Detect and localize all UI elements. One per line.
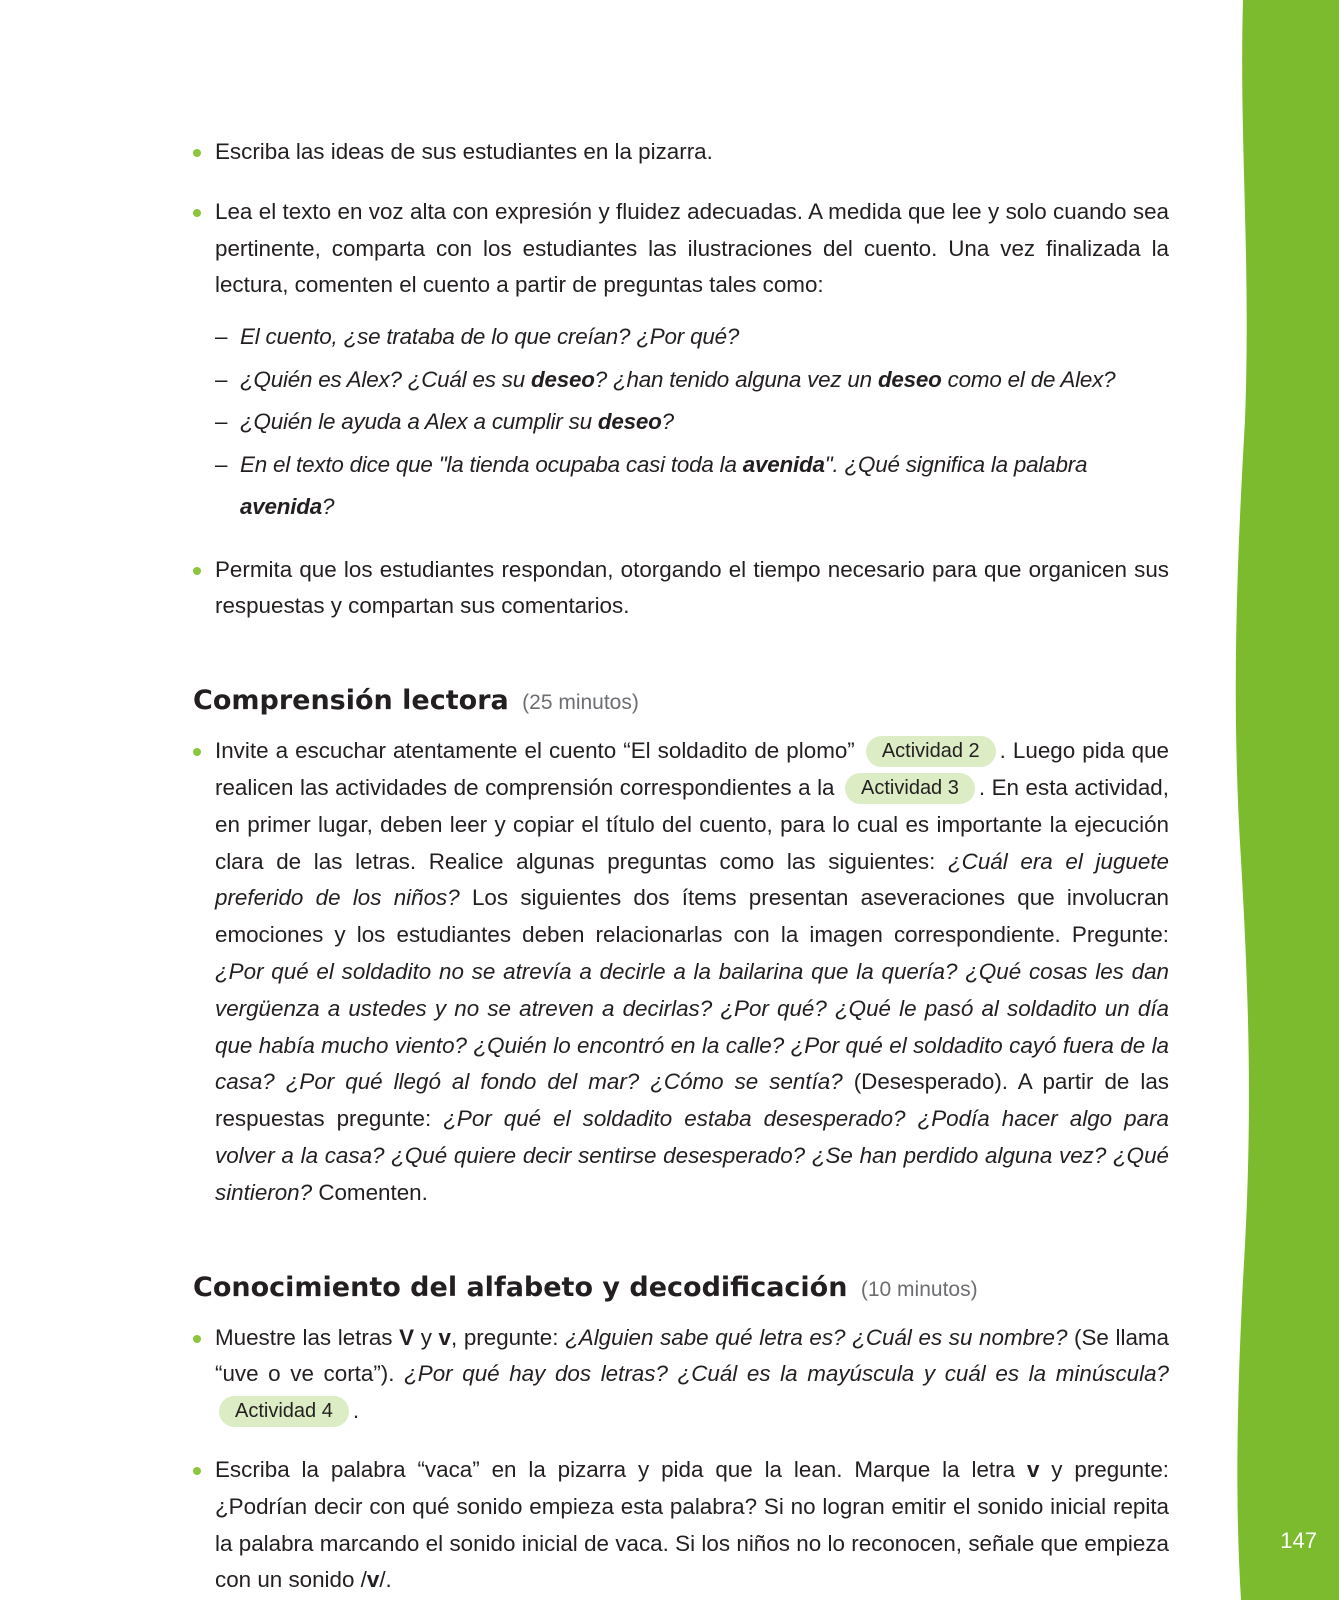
italic-question: ¿Cuál era el juguete preferido de los niños?	[215, 848, 1169, 911]
letter-lowercase-v: v	[366, 1567, 380, 1593]
section-title: Comprensión lectora	[193, 685, 509, 717]
page-edge-band	[1229, 0, 1339, 1600]
bullet-item	[193, 552, 1169, 626]
section-heading-comprension	[193, 681, 1169, 723]
question-text: ? ¿han tenido alguna vez un	[594, 366, 878, 392]
question-text: ". ¿Qué significa la palabra	[824, 451, 1088, 477]
bullet-dot-icon	[193, 1467, 201, 1475]
keyword-deseo: deseo	[597, 409, 662, 435]
activity-badge-3: Actividad 3	[845, 773, 975, 804]
question-text: En el texto dice que "la tienda ocupaba casi toda la	[240, 451, 743, 477]
section-heading-alfabeto	[193, 1268, 1169, 1310]
bullet-dot-icon	[193, 149, 201, 157]
bullet-item	[193, 134, 1169, 171]
bullet-text: y pregunte: ¿Podrían decir con qué sonido empieza esta palabra? Si no logran emitir el sonido inicial repita la palabra marcando el sonido inicial de vaca. Si los niños no lo reconocen, señale que empieza con un sonido /	[215, 1457, 1169, 1593]
question-text: como el de Alex?	[941, 366, 1116, 392]
bullet-item	[193, 1320, 1169, 1430]
bullet-text: (Se llama “uve o ve corta”).	[215, 1324, 1170, 1387]
bullet-text: y	[414, 1324, 439, 1350]
question-text: ¿Quién es Alex? ¿Cuál es su	[240, 366, 531, 392]
bullet-text: Escriba las ideas de sus estudiantes en la pizarra.	[215, 139, 713, 164]
bullet-text: Lea el texto en voz alta con expresión y fluidez adecuadas. A medida que lee y solo cuando sea pertinente, comparta con los estudiantes las ilustraciones del cuento. Una vez finalizada la lectura, comenten el cuento a partir de preguntas tales como:	[215, 198, 1169, 298]
bullet-text: /.	[379, 1567, 392, 1593]
bullet-text: (Desesperado). A partir de las respuestas pregunte:	[215, 1069, 1169, 1132]
question-list	[215, 316, 1169, 529]
page-content	[193, 134, 1169, 1599]
dash-marker: –	[215, 324, 228, 350]
italic-question: ¿Por qué el soldadito estaba desesperado? ¿Podía hacer algo para volver a la casa? ¿Qué quiere decir sentirse desesperado? ¿Se han perdido alguna vez? ¿Qué sintieron?	[215, 1106, 1169, 1205]
bullet-text: .	[352, 1398, 360, 1424]
bullet-dot-icon	[193, 567, 201, 575]
bullet-dot-icon	[193, 1335, 201, 1343]
question-text: ¿Quién le ayuda a Alex a cumplir su	[240, 409, 598, 435]
keyword-avenida: avenida	[742, 451, 825, 477]
question-text: ?	[661, 409, 674, 435]
bullet-text: Muestre las letras	[215, 1324, 400, 1350]
dash-marker: –	[215, 451, 228, 477]
section-duration: (25 minutos)	[522, 691, 639, 715]
page-edge-shape	[1236, 0, 1339, 1600]
bullet-text: . En esta actividad, en primer lugar, deben leer y copiar el título del cuento, para lo cual es importante la ejecución clara de las letras. Realice algunas preguntas como las siguientes:	[215, 775, 1169, 874]
bullet-text: . Luego pida que realicen las actividades de comprensión correspondientes a la	[215, 738, 1169, 801]
dash-marker: –	[215, 409, 228, 435]
page-number: 147	[1280, 1528, 1317, 1553]
bullet-item	[193, 194, 1169, 304]
bullet-text: Permita que los estudiantes respondan, otorgando el tiempo necesario para que organicen sus respuestas y compartan sus comentarios.	[215, 556, 1169, 619]
keyword-deseo: deseo	[877, 366, 942, 392]
activity-badge-4: Actividad 4	[219, 1396, 349, 1427]
italic-question: ¿Por qué hay dos letras? ¿Cuál es la mayúscula y cuál es la minúscula?	[404, 1361, 1169, 1387]
bullet-text: Escriba la palabra “vaca” en la pizarra y pida que la lean. Marque la letra	[215, 1457, 1027, 1483]
question-item	[215, 444, 1169, 529]
activity-badge-2: Actividad 2	[866, 736, 996, 767]
letter-lowercase-v: v	[1026, 1457, 1040, 1483]
bullet-text: Invite a escuchar atentamente el cuento “El soldadito de plomo”	[215, 738, 855, 764]
bullet-text: Comenten.	[312, 1179, 428, 1205]
bullet-dot-icon	[193, 209, 201, 217]
italic-question: ¿Alguien sabe qué letra es? ¿Cuál es su nombre?	[565, 1324, 1068, 1350]
question-item	[215, 401, 1169, 444]
section-duration: (10 minutos)	[860, 1277, 978, 1301]
bullet-item	[193, 733, 1169, 1211]
question-item	[215, 316, 1169, 359]
bullet-text: , pregunte:	[450, 1324, 566, 1350]
question-text: ?	[322, 494, 335, 520]
bullet-text: Los siguientes dos ítems presentan aseveraciones que involucran emociones y los estudiantes deben relacionarlas con la imagen correspondiente. Pregunte:	[215, 885, 1169, 948]
letter-uppercase-v: V	[399, 1324, 415, 1350]
section-title: Conocimiento del alfabeto y decodificación	[193, 1271, 848, 1303]
dash-marker: –	[215, 366, 228, 392]
letter-lowercase-v: v	[438, 1324, 451, 1350]
question-item	[215, 359, 1169, 402]
bullet-item	[193, 1452, 1169, 1599]
keyword-avenida: avenida	[240, 494, 322, 520]
keyword-deseo: deseo	[531, 366, 595, 392]
question-text: El cuento, ¿se trataba de lo que creían? ¿Por qué?	[240, 324, 740, 350]
italic-question: ¿Por qué el soldadito no se atrevía a decirle a la bailarina que la quería? ¿Qué cosas les dan vergüenza a ustedes y no se atreven a decirlas? ¿Por qué? ¿Qué le pasó al soldadito un día que había mucho viento? ¿Quién lo encontró en la calle? ¿Por qué el soldadito cayó fuera de la casa? ¿Por qué llegó al fondo del mar? ¿Cómo se sentía?	[215, 959, 1169, 1095]
bullet-dot-icon	[193, 748, 201, 756]
